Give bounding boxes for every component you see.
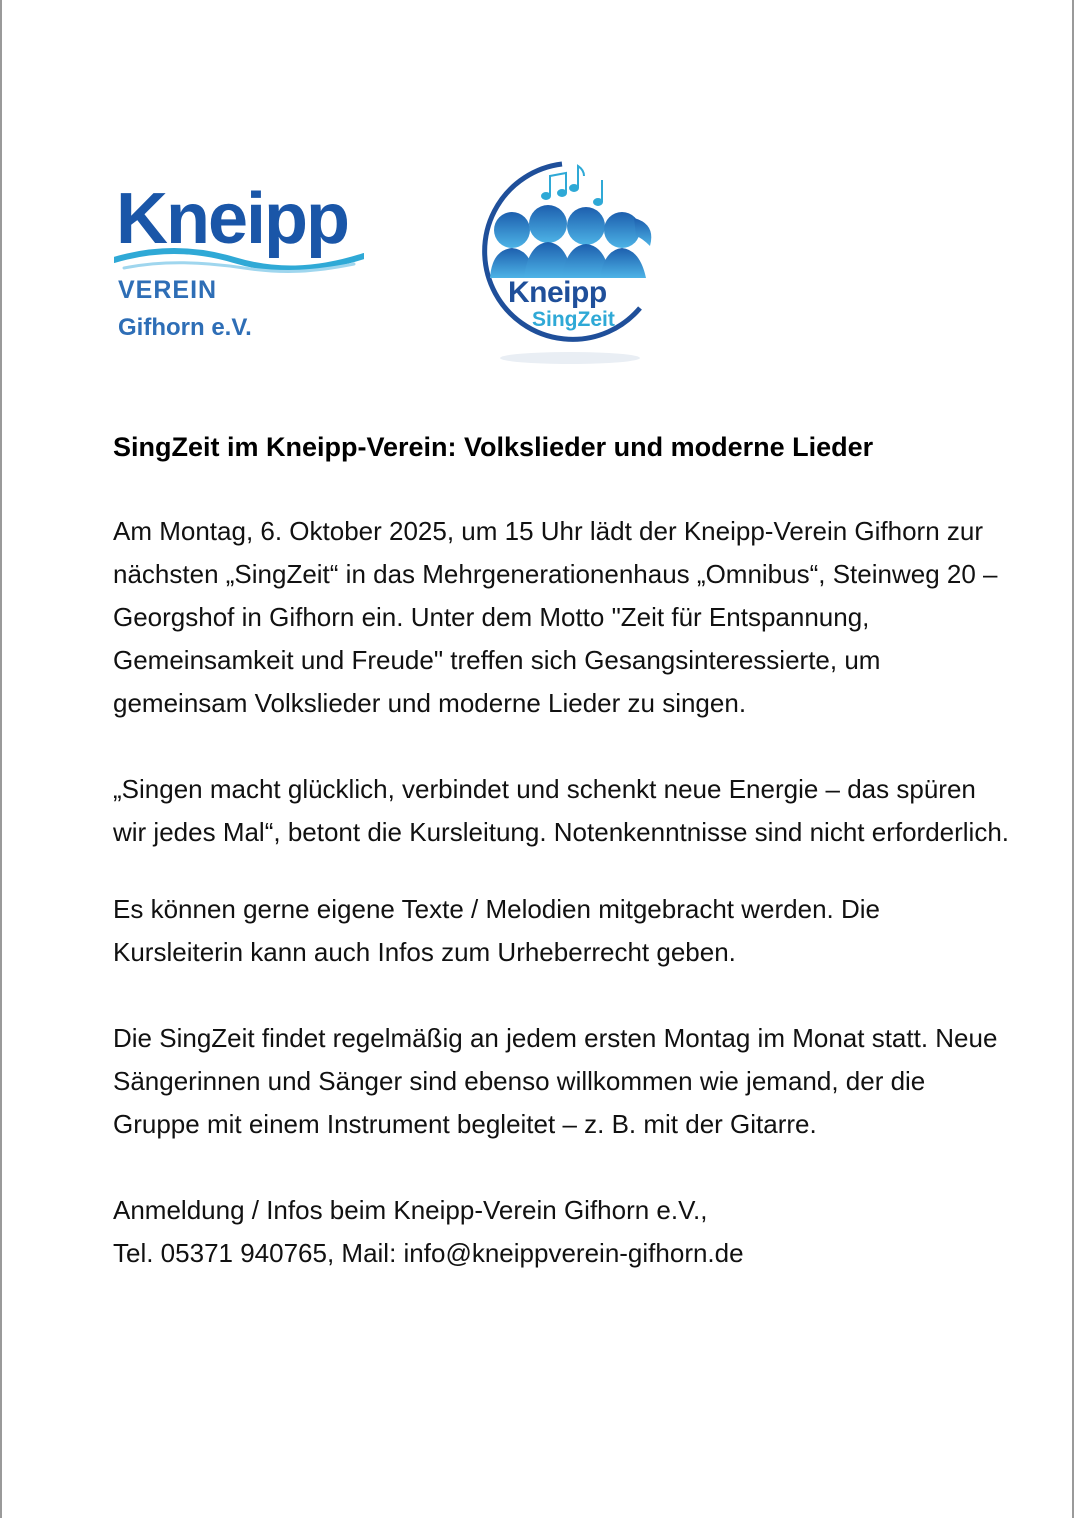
wave-icon (114, 246, 364, 276)
logo-verein-line2: Gifhorn e.V. (118, 314, 252, 341)
paragraph-contact (113, 1189, 1013, 1275)
paragraph-own-texts: Es können gerne eigene Texte / Melodien mitgebracht werden. Die Kursleiterin kann auch Infos zum Urheberrecht geben. (113, 894, 880, 967)
contact-line-phone-mail: Tel. 05371 940765, Mail: info@kneippverein-gifhorn.de (113, 1238, 744, 1268)
kneipp-singzeit-logo (470, 158, 670, 368)
music-notes-icon (542, 166, 602, 205)
logo-singzeit-subtitle: SingZeit (532, 308, 615, 331)
logo-verein-line1: VEREIN (118, 276, 218, 304)
paragraph-event-details: Am Montag, 6. Oktober 2025, um 15 Uhr lädt der Kneipp-Verein Gifhorn zur nächsten „SingZeit“ in das Mehrgenerationenhaus „Omnibus“, Steinweg 20 – Georgshof in Gifhorn ein. Unter dem Motto "Zeit für Entspannung, Gemeinsamkeit und Freude" treffen sich Gesangsinteressierte, um gemeinsam Volkslieder und moderne Lieder zu singen. (113, 516, 998, 718)
logo-singzeit-wordmark: Kneipp (508, 276, 607, 309)
article-body (113, 428, 1013, 1275)
singers-emblem-icon (470, 158, 670, 368)
contact-line-registration: Anmeldung / Infos beim Kneipp-Verein Gifhorn e.V., (113, 1195, 708, 1225)
paragraph-quote: „Singen macht glücklich, verbindet und schenkt neue Energie – das spüren wir jedes Mal“, betont die Kursleitung. Notenkenntnisse sind nicht erforderlich. (113, 774, 1010, 847)
logo-verein-wordmark: Kneipp (116, 179, 348, 259)
article-title: SingZeit im Kneipp-Verein: Volkslieder und moderne Lieder (113, 432, 874, 462)
kneipp-verein-logo (114, 180, 374, 350)
paragraph-schedule: Die SingZeit findet regelmäßig an jedem ersten Montag im Monat statt. Neue Sängerinnen und Sänger sind ebenso willkommen wie jemand, der die Gruppe mit einem Instrument begleitet – z. B. mit der Gitarre. (113, 1023, 998, 1139)
